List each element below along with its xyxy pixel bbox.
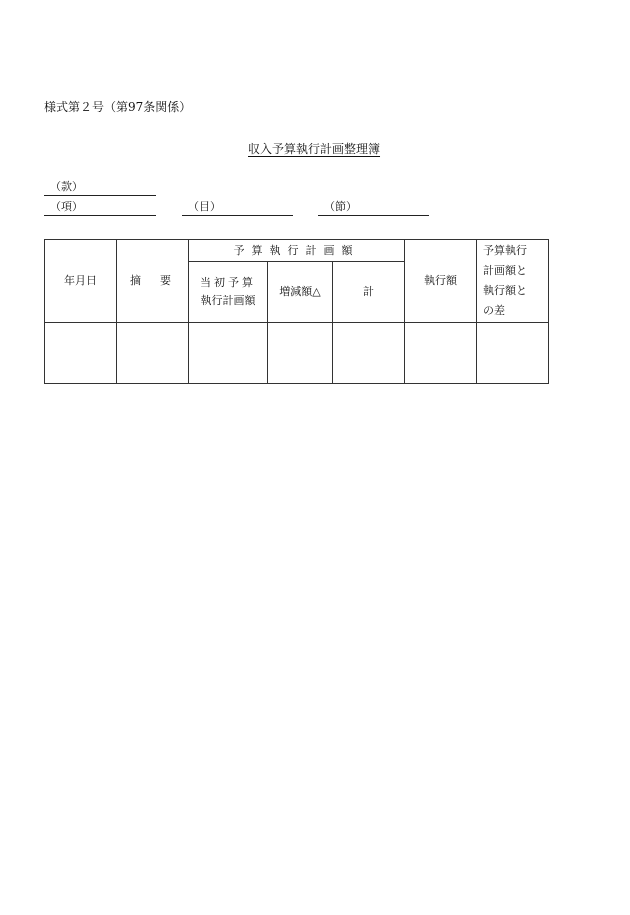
header-change-label: 増減額△ [279, 285, 321, 298]
cell-diff [477, 323, 549, 384]
cell-initial [189, 323, 268, 384]
header-row [45, 240, 549, 262]
header-initial [189, 262, 268, 323]
header-total [333, 262, 405, 323]
header-diff-line4: の差 [483, 304, 506, 317]
field-kan: （款） [44, 180, 156, 196]
header-diff [477, 240, 549, 323]
document-title: 収入予算執行計画整理簿 [248, 142, 381, 156]
field-moku: （目） [182, 200, 293, 216]
header-change [268, 262, 333, 323]
header-summary-label: 摘 要 [130, 274, 175, 287]
header-diff-line1: 予算執行 [483, 244, 528, 257]
header-summary [117, 240, 189, 323]
cell-summary [117, 323, 189, 384]
header-diff-line2: 計画額と [483, 264, 528, 277]
header-initial-line2: 執行計画額 [200, 294, 256, 307]
header-date [45, 240, 117, 323]
cell-change [268, 323, 333, 384]
header-date-label: 年月日 [64, 274, 97, 287]
cell-total [333, 323, 405, 384]
header-diff-line3: 執行額と [483, 284, 528, 297]
form-number: 様式第２号（第97条関係） [44, 100, 192, 114]
field-kou: （項） [44, 200, 156, 216]
cell-date [45, 323, 117, 384]
header-executed-label: 執行額 [424, 274, 458, 287]
table-row [45, 323, 549, 384]
header-diff-label [477, 241, 527, 321]
cell-executed [405, 323, 477, 384]
ledger-table [44, 239, 549, 384]
header-plan-group [189, 240, 405, 262]
field-setsu: （節） [318, 200, 429, 216]
header-plan-group-label: 予算執行計画額 [233, 243, 360, 257]
header-total-label: 計 [363, 285, 374, 298]
header-executed [405, 240, 477, 323]
header-initial-line1: 当初予算 [200, 276, 256, 289]
